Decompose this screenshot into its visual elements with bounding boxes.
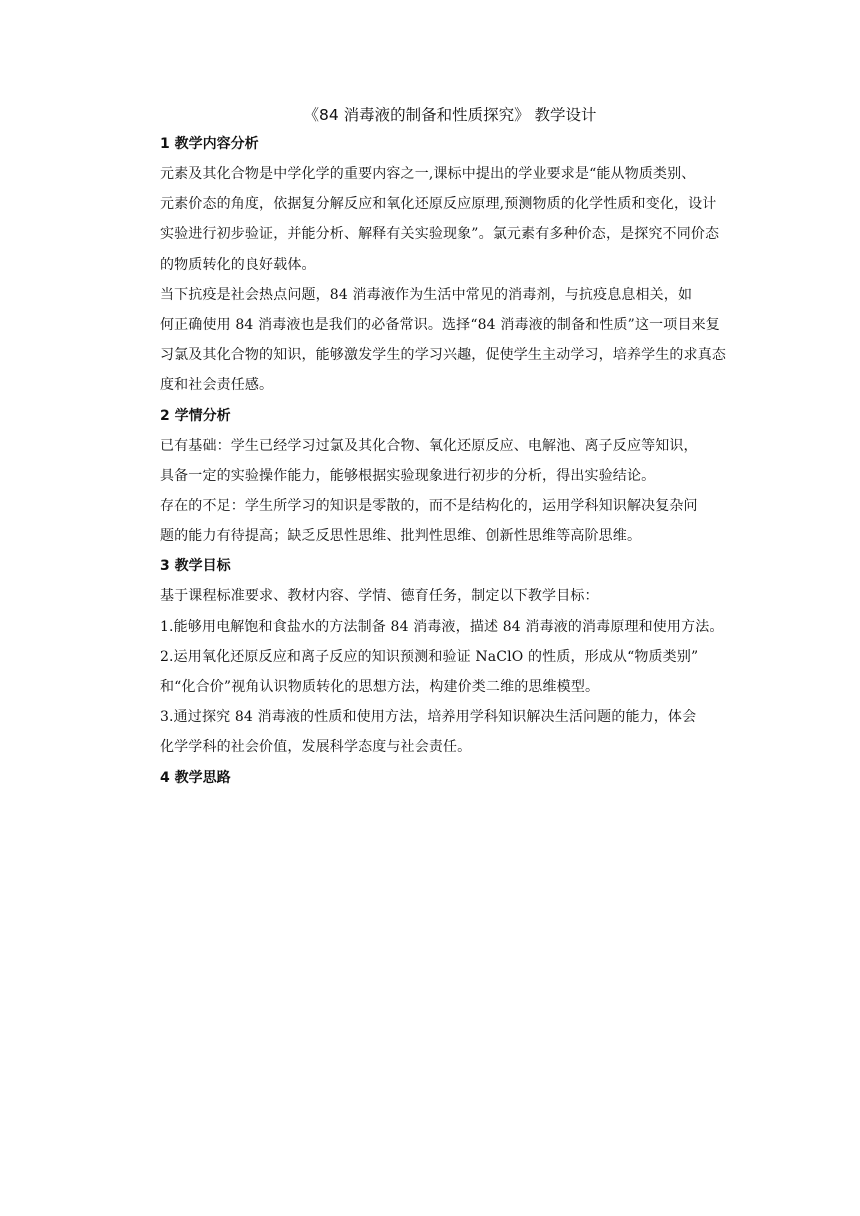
section-heading: 4 教学思路 [160,769,231,786]
paragraph-line: 1.能够用电解饱和食盐水的方法制备 84 消毒液，描述 84 消毒液的消毒原理和使用方法。 [160,618,724,635]
paragraph-line: 基于课程标准要求、教材内容、学情、德育任务，制定以下教学目标： [160,588,599,605]
section-4 [132,763,732,793]
paragraph [132,491,732,551]
section-heading: 2 学情分析 [160,407,231,424]
paragraph-line: 度和社会责任感。 [160,377,274,394]
section-1 [132,129,732,401]
paragraph-line: 何正确使用 84 消毒液也是我们的必备常识。选择“84 消毒液的制备和性质”这一项目来复 [160,317,720,334]
section-heading: 1 教学内容分析 [160,136,259,152]
paragraph [132,642,732,702]
paragraph [132,702,732,762]
paragraph-line: 题的能力有待提高；缺乏反思性思维、批判性思维、创新性思维等高阶思维。 [160,528,642,545]
paragraph-line: 存在的不足：学生所学习的知识是零散的，而不是结构化的，运用学科知识解决复杂问 [160,498,698,515]
paragraph-line: 当下抗疫是社会热点问题，84 消毒液作为生活中常见的消毒剂，与抗疫息息相关，如 [160,286,693,303]
section-3 [132,551,732,762]
paragraph-line: 和“化合价”视角认识物质转化的思想方法，构建价类二维的思维模型。 [160,679,600,696]
paragraph-line: 具备一定的实验操作能力，能够根据实验现象进行初步的分析，得出实验结论。 [160,467,656,484]
paragraph-line: 实验进行初步验证，并能分析、解释有关实验现象”。氯元素有多种价态，是探究不同价态 [160,226,720,243]
paragraph [132,612,732,642]
paragraph [132,431,732,491]
paragraph-line: 元素价态的角度，依据复分解反应和氧化还原反应原理,预测物质的化学性质和变化，设计 [160,196,717,213]
paragraph-line: 化学学科的社会价值，发展科学态度与社会责任。 [160,739,472,756]
paragraph [132,159,732,280]
paragraph [132,581,732,611]
paragraph-line: 习氯及其化合物的知识，能够激发学生的学习兴趣，促使学生主动学习，培养学生的求真态 [160,347,726,364]
section-list [132,129,732,793]
document-body [132,101,732,793]
document-title: 《84 消毒液的制备和性质探究》 教学设计 [303,106,597,124]
paragraph-line: 元素及其化合物是中学化学的重要内容之一,课标中提出的学业要求是“能从物质类别、 [160,166,696,182]
paragraph-line: 3.通过探究 84 消毒液的性质和使用方法，培养用学科知识解决生活问题的能力，体会 [160,709,697,726]
paragraph-line: 已有基础：学生已经学习过氯及其化合物、氧化还原反应、电解池、离子反应等知识， [160,437,698,454]
paragraph-line: 2.运用氧化还原反应和离子反应的知识预测和验证 NaClO 的性质，形成从“物质类别” [160,648,699,665]
section-heading: 3 教学目标 [160,558,231,575]
paragraph-line: 的物质转化的良好载体。 [160,256,316,273]
paragraph [132,280,732,401]
section-2 [132,401,732,552]
